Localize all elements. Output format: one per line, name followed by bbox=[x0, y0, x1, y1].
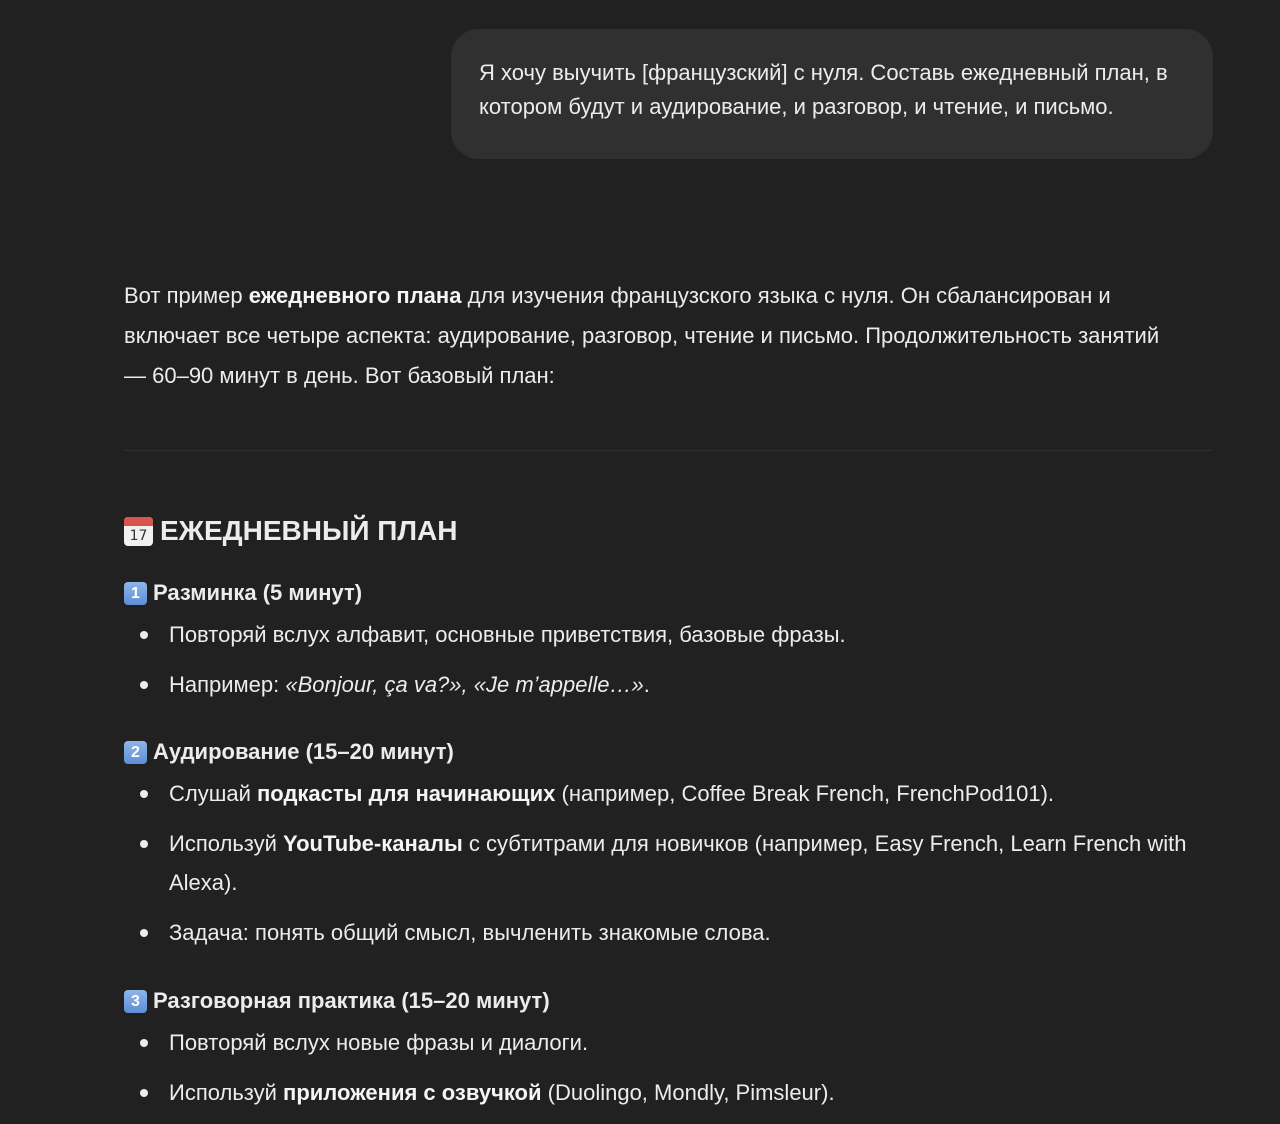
item-text-pre: Например: bbox=[169, 672, 286, 697]
item-text: Повторяй вслух алфавит, основные приветствия, базовые фразы. bbox=[169, 622, 846, 647]
plan-heading bbox=[124, 511, 457, 551]
section-list bbox=[124, 774, 1214, 952]
section-list bbox=[124, 1023, 1214, 1112]
item-text-italic: «Bonjour, ça va?», «Je m’appelle…» bbox=[285, 672, 644, 697]
section-title: Аудирование (15–20 минут) bbox=[153, 739, 454, 764]
bullet-icon bbox=[140, 790, 148, 798]
item-text: Задача: понять общий смысл, вычленить знакомые слова. bbox=[169, 920, 771, 945]
section-heading bbox=[124, 736, 1214, 768]
item-text-pre: Используй bbox=[169, 831, 284, 856]
list-item bbox=[124, 665, 1199, 704]
item-text-post: . bbox=[643, 672, 650, 697]
bullet-icon bbox=[140, 1039, 148, 1047]
intro-text-1: Вот пример bbox=[124, 283, 249, 308]
item-text-pre: Используй bbox=[169, 1080, 284, 1105]
calendar-icon-number: 17 bbox=[129, 527, 148, 544]
intro-bold: ежедневного плана bbox=[248, 283, 462, 308]
list-item bbox=[124, 1073, 1199, 1112]
item-text-pre: Слушай bbox=[169, 781, 258, 806]
item-text-bold: подкасты для начинающих bbox=[257, 781, 556, 806]
divider bbox=[124, 450, 1213, 451]
bullet-icon bbox=[140, 631, 148, 639]
keycap-3-icon: 3 bbox=[124, 990, 147, 1013]
list-item bbox=[124, 1023, 1199, 1062]
section-warmup bbox=[124, 577, 1214, 704]
intro-paragraph bbox=[124, 276, 1184, 396]
keycap-2-icon: 2 bbox=[124, 741, 147, 764]
section-title: Разминка (5 минут) bbox=[153, 580, 363, 605]
intro-text-2: для изучения французского языка с нуля. Он сбалансирован и включает все четыре аспекта: аудирование, разговор, чтение и письмо. Продолжительность занятий — 60–90 минут в день. Вот базовый план: bbox=[124, 283, 1160, 388]
item-text-bold: приложения с озвучкой bbox=[283, 1080, 542, 1105]
user-message-text: Я хочу выучить [французский] с нуля. Составь ежедневный план, в котором будут и аудирование, и разговор, и чтение, и письмо. bbox=[479, 60, 1168, 119]
item-text-bold: YouTube-каналы bbox=[283, 831, 463, 856]
user-message-bubble bbox=[451, 29, 1213, 159]
plan-title: ЕЖЕДНЕВНЫЙ ПЛАН bbox=[160, 515, 458, 546]
section-list bbox=[124, 615, 1214, 704]
item-text-post: (например, Coffee Break French, FrenchPod101). bbox=[555, 781, 1055, 806]
section-listening bbox=[124, 736, 1214, 952]
section-title: Разговорная практика (15–20 минут) bbox=[153, 988, 550, 1013]
list-item bbox=[124, 824, 1199, 902]
bullet-icon bbox=[140, 1089, 148, 1097]
section-heading bbox=[124, 577, 1214, 609]
bullet-icon bbox=[140, 681, 148, 689]
section-speaking bbox=[124, 985, 1214, 1112]
list-item bbox=[124, 615, 1199, 654]
section-heading bbox=[124, 985, 1214, 1017]
item-text: Повторяй вслух новые фразы и диалоги. bbox=[169, 1030, 589, 1055]
calendar-icon bbox=[124, 517, 153, 546]
bullet-icon bbox=[140, 929, 148, 937]
keycap-1-icon: 1 bbox=[124, 582, 147, 605]
list-item bbox=[124, 774, 1199, 813]
item-text-post: (Duolingo, Mondly, Pimsleur). bbox=[541, 1080, 835, 1105]
list-item bbox=[124, 913, 1199, 952]
item-text-post: с субтитрами для новичков (например, Easy French, Learn French with Alexa). bbox=[169, 831, 1187, 895]
bullet-icon bbox=[140, 840, 148, 848]
